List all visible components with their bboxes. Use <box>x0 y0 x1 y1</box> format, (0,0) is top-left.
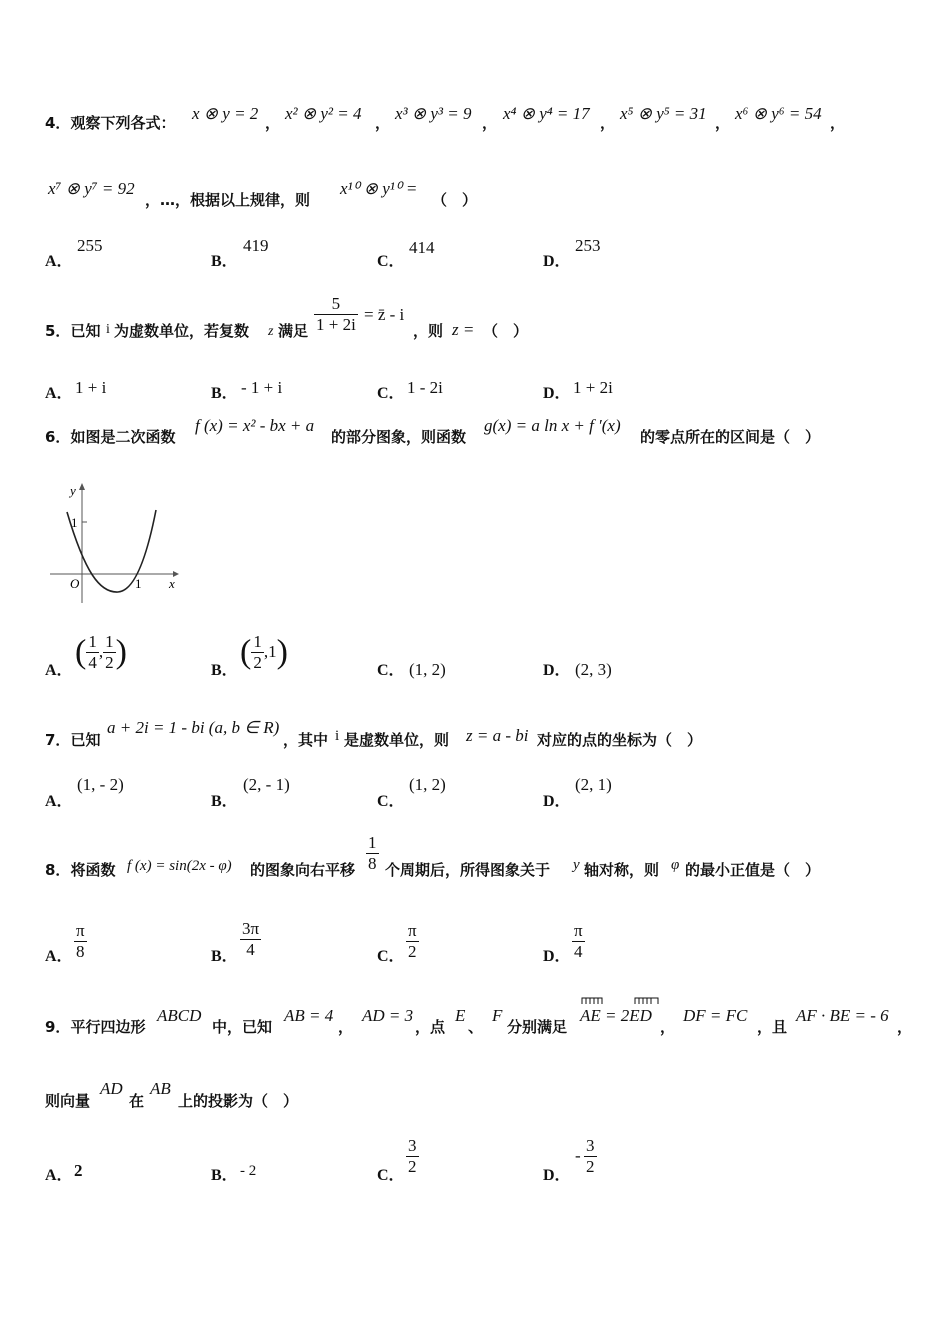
q6-b-frac <box>251 632 264 673</box>
vector-arrow-ed <box>635 998 658 1004</box>
q9-d-den: 2 <box>586 1157 595 1176</box>
q6-b-frac-num: 1 <box>253 632 262 651</box>
q6-option-d-value: (2, 3) <box>575 660 612 679</box>
graph-tick-1-y: 1 <box>71 515 78 530</box>
q6-b-lparen: ( <box>240 633 252 671</box>
graph-x-label: x <box>169 576 175 591</box>
q9-t4: 、 <box>468 1018 484 1036</box>
y-axis-arrow <box>79 483 85 490</box>
q5-t2: 为虚数单位，若复数 <box>114 322 250 340</box>
q5-option-c-label: C． <box>377 385 405 402</box>
q6-a-frac1-num: 1 <box>88 632 97 651</box>
q9-d-num: 3 <box>586 1136 595 1155</box>
q8-t4: 轴对称，则 <box>584 861 660 879</box>
q6-a-frac2 <box>103 632 116 673</box>
q6-a-frac1 <box>86 632 99 673</box>
q9-c-num: 3 <box>408 1136 417 1155</box>
graph-origin: O <box>70 576 80 591</box>
q9-option-b-label: B． <box>211 1167 238 1184</box>
q9-v1: AE = 2ED <box>580 1006 652 1025</box>
q8-option-b-value <box>240 919 261 960</box>
q8-a-den: 8 <box>76 942 85 961</box>
q6-b-rparen: ) <box>276 633 288 671</box>
q5-paren: （ ） <box>483 322 529 340</box>
q4-line1 <box>45 112 175 133</box>
q8-c-num: π <box>408 921 417 940</box>
q6-a-frac2-den: 2 <box>105 653 114 672</box>
q5-t1: 已知 <box>70 322 101 340</box>
q4-comma1: ， <box>265 114 281 132</box>
q9-t3: ，点 <box>415 1018 446 1036</box>
q8-c-den: 2 <box>408 942 417 961</box>
q7-t1: 已知 <box>70 731 101 749</box>
q9-line1 <box>45 1016 145 1037</box>
q6-b-comma: , <box>263 642 269 661</box>
q9-t2: 中，已知 <box>212 1018 273 1036</box>
q4-option-c-label: C． <box>377 253 405 270</box>
q7-option-a-value: (1, - 2) <box>77 775 124 794</box>
q4-comma3: ， <box>482 114 498 132</box>
q9-c-den: 2 <box>408 1157 417 1176</box>
q8-option-d-label: D． <box>543 948 571 965</box>
q6-t3: 的零点所在的区间是（ ） <box>640 428 821 446</box>
q6-option-a-value <box>75 632 127 673</box>
q8-b-num: 3π <box>242 919 260 938</box>
q9-option-c-label: C． <box>377 1167 405 1184</box>
q4-paren: （ ） <box>432 191 478 209</box>
graph-y-label: y <box>70 483 76 498</box>
q5-option-d-value: 1 + 2i <box>573 378 613 397</box>
q4-eq3: x³ ⊗ y³ = 9 <box>395 104 472 123</box>
q4-comma5: ， <box>715 114 731 132</box>
q5-option-b-value: - 1 + i <box>241 378 283 397</box>
q9-dot: AF · BE = - 6 <box>796 1006 889 1025</box>
q9-option-a-value: 2 <box>74 1161 83 1180</box>
q9-number: 9． <box>45 1018 71 1036</box>
q7-i: i <box>335 728 340 744</box>
q4-comma6: ， <box>830 114 846 132</box>
q7-line <box>45 729 100 750</box>
q4-ask: x¹⁰ ⊗ y¹⁰ = <box>340 179 418 198</box>
q8-b-den: 4 <box>246 940 255 959</box>
q8-a-num: π <box>76 921 85 940</box>
q8-option-b-label: B． <box>211 948 238 965</box>
q6-number: 6． <box>45 428 71 446</box>
q8-f: f (x) = sin(2x - φ) <box>127 858 232 874</box>
q8-t1: 将函数 <box>70 861 116 879</box>
q4-eq1: x ⊗ y = 2 <box>192 104 259 123</box>
q9-line2-a: 则向量 <box>45 1092 91 1110</box>
q6-option-c-value: (1, 2) <box>409 660 446 679</box>
q5-frac-num: 5 <box>314 294 358 315</box>
q4-option-d-label: D． <box>543 253 571 270</box>
q7-option-c-label: C． <box>377 793 405 810</box>
q4-option-a-label: A． <box>45 253 73 270</box>
q7-number: 7． <box>45 731 71 749</box>
q5-number: 5． <box>45 322 71 340</box>
q5-rhs: = z̄ - i <box>364 305 405 324</box>
q5-option-c-value: 1 - 2i <box>407 378 443 397</box>
graph-tick-1-x: 1 <box>135 576 142 591</box>
q7-option-c-value: (1, 2) <box>409 775 446 794</box>
q9-option-d-label: D． <box>543 1167 571 1184</box>
q6-option-b-value <box>240 632 288 673</box>
q9-comma2: ， <box>660 1018 676 1036</box>
q7-option-d-value: (2, 1) <box>575 775 612 794</box>
q8-option-d-value <box>572 921 585 962</box>
q4-eq5: x⁵ ⊗ y⁵ = 31 <box>620 104 707 123</box>
q6-option-b-label: B． <box>211 662 238 679</box>
q4-option-d-value: 253 <box>575 236 601 255</box>
q9-option-b-value: - 2 <box>240 1163 257 1179</box>
q8-t5: 的最小正值是（ ） <box>685 861 821 879</box>
q5-option-a-value: 1 + i <box>75 378 107 397</box>
q5-i: i <box>106 322 110 337</box>
q6-g: g(x) = a ln x + f ′(x) <box>484 416 621 435</box>
q4-lead: 观察下列各式： <box>70 114 176 132</box>
q8-line <box>45 859 115 880</box>
q9-option-d-value <box>584 1136 597 1177</box>
q4-eq7: x⁷ ⊗ y⁷ = 92 <box>48 179 135 198</box>
q6-line <box>45 426 175 447</box>
q7-option-b-value: (2, - 1) <box>243 775 290 794</box>
q6-a-rparen: ) <box>115 633 127 671</box>
q9-t6: ，且 <box>757 1018 788 1036</box>
q7-option-d-label: D． <box>543 793 571 810</box>
q5-fraction <box>314 294 358 335</box>
q6-a-lparen: ( <box>75 633 87 671</box>
q9-f: F <box>492 1006 503 1025</box>
q7-option-b-label: B． <box>211 793 238 810</box>
q4-option-c-value: 414 <box>409 238 435 257</box>
q6-option-c-label: C． <box>377 662 405 679</box>
q9-option-c-value <box>406 1136 419 1177</box>
q4-comma2: ， <box>375 114 391 132</box>
q4-comma4: ， <box>600 114 616 132</box>
q9-e: E <box>455 1006 466 1025</box>
q5-option-a-label: A． <box>45 385 73 402</box>
q6-t2: 的部分图象，则函数 <box>331 428 467 446</box>
q4-eq6: x⁶ ⊗ y⁶ = 54 <box>735 104 822 123</box>
q9-comma1: ， <box>338 1018 354 1036</box>
q9-abcd: ABCD <box>157 1006 202 1025</box>
q6-f: f (x) = x² - bx + a <box>195 416 315 435</box>
q9-vad: AD <box>100 1079 123 1098</box>
q9-d-sign: - <box>575 1146 581 1165</box>
q6-t1: 如图是二次函数 <box>70 428 176 446</box>
q7-t4: 对应的点的坐标为（ ） <box>537 731 703 749</box>
q8-fraction <box>366 833 379 874</box>
q9-vector-arrows-1 <box>580 996 660 1006</box>
q7-option-a-label: A． <box>45 793 73 810</box>
q5-z: z <box>268 324 274 339</box>
q4-eq2: x² ⊗ y² = 4 <box>285 104 362 123</box>
q8-d-den: 4 <box>574 942 583 961</box>
q6-a-frac1-den: 4 <box>88 653 97 672</box>
parabola-curve <box>67 510 156 592</box>
q8-option-a-value <box>74 921 87 962</box>
q9-ab: AB = 4 <box>284 1006 334 1025</box>
q6-option-a-label: A． <box>45 662 73 679</box>
q5-t4: ，则 <box>413 322 444 340</box>
q4-eq4: x⁴ ⊗ y⁴ = 17 <box>503 104 590 123</box>
q9-comma3: ， <box>897 1018 913 1036</box>
q8-option-a-label: A． <box>45 948 73 965</box>
q8-frac-num: 1 <box>368 833 377 852</box>
q7-z: z = a - bi <box>466 726 529 745</box>
q8-t2: 的图象向右平移 <box>250 861 356 879</box>
q4-option-b-label: B． <box>211 253 238 270</box>
q8-phi: φ <box>671 857 680 873</box>
q4-option-b-value: 419 <box>243 236 269 255</box>
q8-y: y <box>573 857 580 873</box>
q9-ad: AD = 3 <box>362 1006 414 1025</box>
q6-graph <box>45 478 185 606</box>
q6-a-frac2-num: 1 <box>105 632 114 651</box>
q6-option-d-label: D． <box>543 662 571 679</box>
q7-t2: ，其中 <box>283 731 329 749</box>
q7-t3: 是虚数单位，则 <box>344 731 450 749</box>
q8-d-num: π <box>574 921 583 940</box>
q5-option-b-label: B． <box>211 385 238 402</box>
q4-line2-text: ，…，根据以上规律，则 <box>145 191 311 209</box>
q5-ask: z = <box>452 320 475 339</box>
q8-option-c-label: C． <box>377 948 405 965</box>
q9-line2-b: 在 <box>129 1092 145 1110</box>
q9-line2-c: 上的投影为（ ） <box>178 1092 299 1110</box>
q5-line <box>45 320 100 341</box>
q8-t3: 个周期后，所得图象关于 <box>385 861 551 879</box>
vector-arrow-ae <box>582 998 602 1004</box>
q8-number: 8． <box>45 861 71 879</box>
q9-option-a-label: A． <box>45 1167 73 1184</box>
q5-t3: 满足 <box>278 322 309 340</box>
q9-vab: AB <box>150 1079 171 1098</box>
q6-b-upper: 1 <box>268 642 277 661</box>
q5-frac-den: 1 + 2i <box>316 315 356 334</box>
q4-option-a-value: 255 <box>77 236 103 255</box>
q7-eq: a + 2i = 1 - bi (a, b ∈ R) <box>107 718 280 737</box>
q8-option-c-value <box>406 921 419 962</box>
q9-t1: 平行四边形 <box>70 1018 146 1036</box>
q4-number: 4． <box>45 114 71 132</box>
q6-b-frac-den: 2 <box>253 653 262 672</box>
q6-a-comma: , <box>98 642 104 661</box>
q9-v2: DF = FC <box>683 1006 748 1025</box>
q9-t5: 分别满足 <box>507 1018 568 1036</box>
q5-option-d-label: D． <box>543 385 571 402</box>
q8-frac-den: 8 <box>368 854 377 873</box>
